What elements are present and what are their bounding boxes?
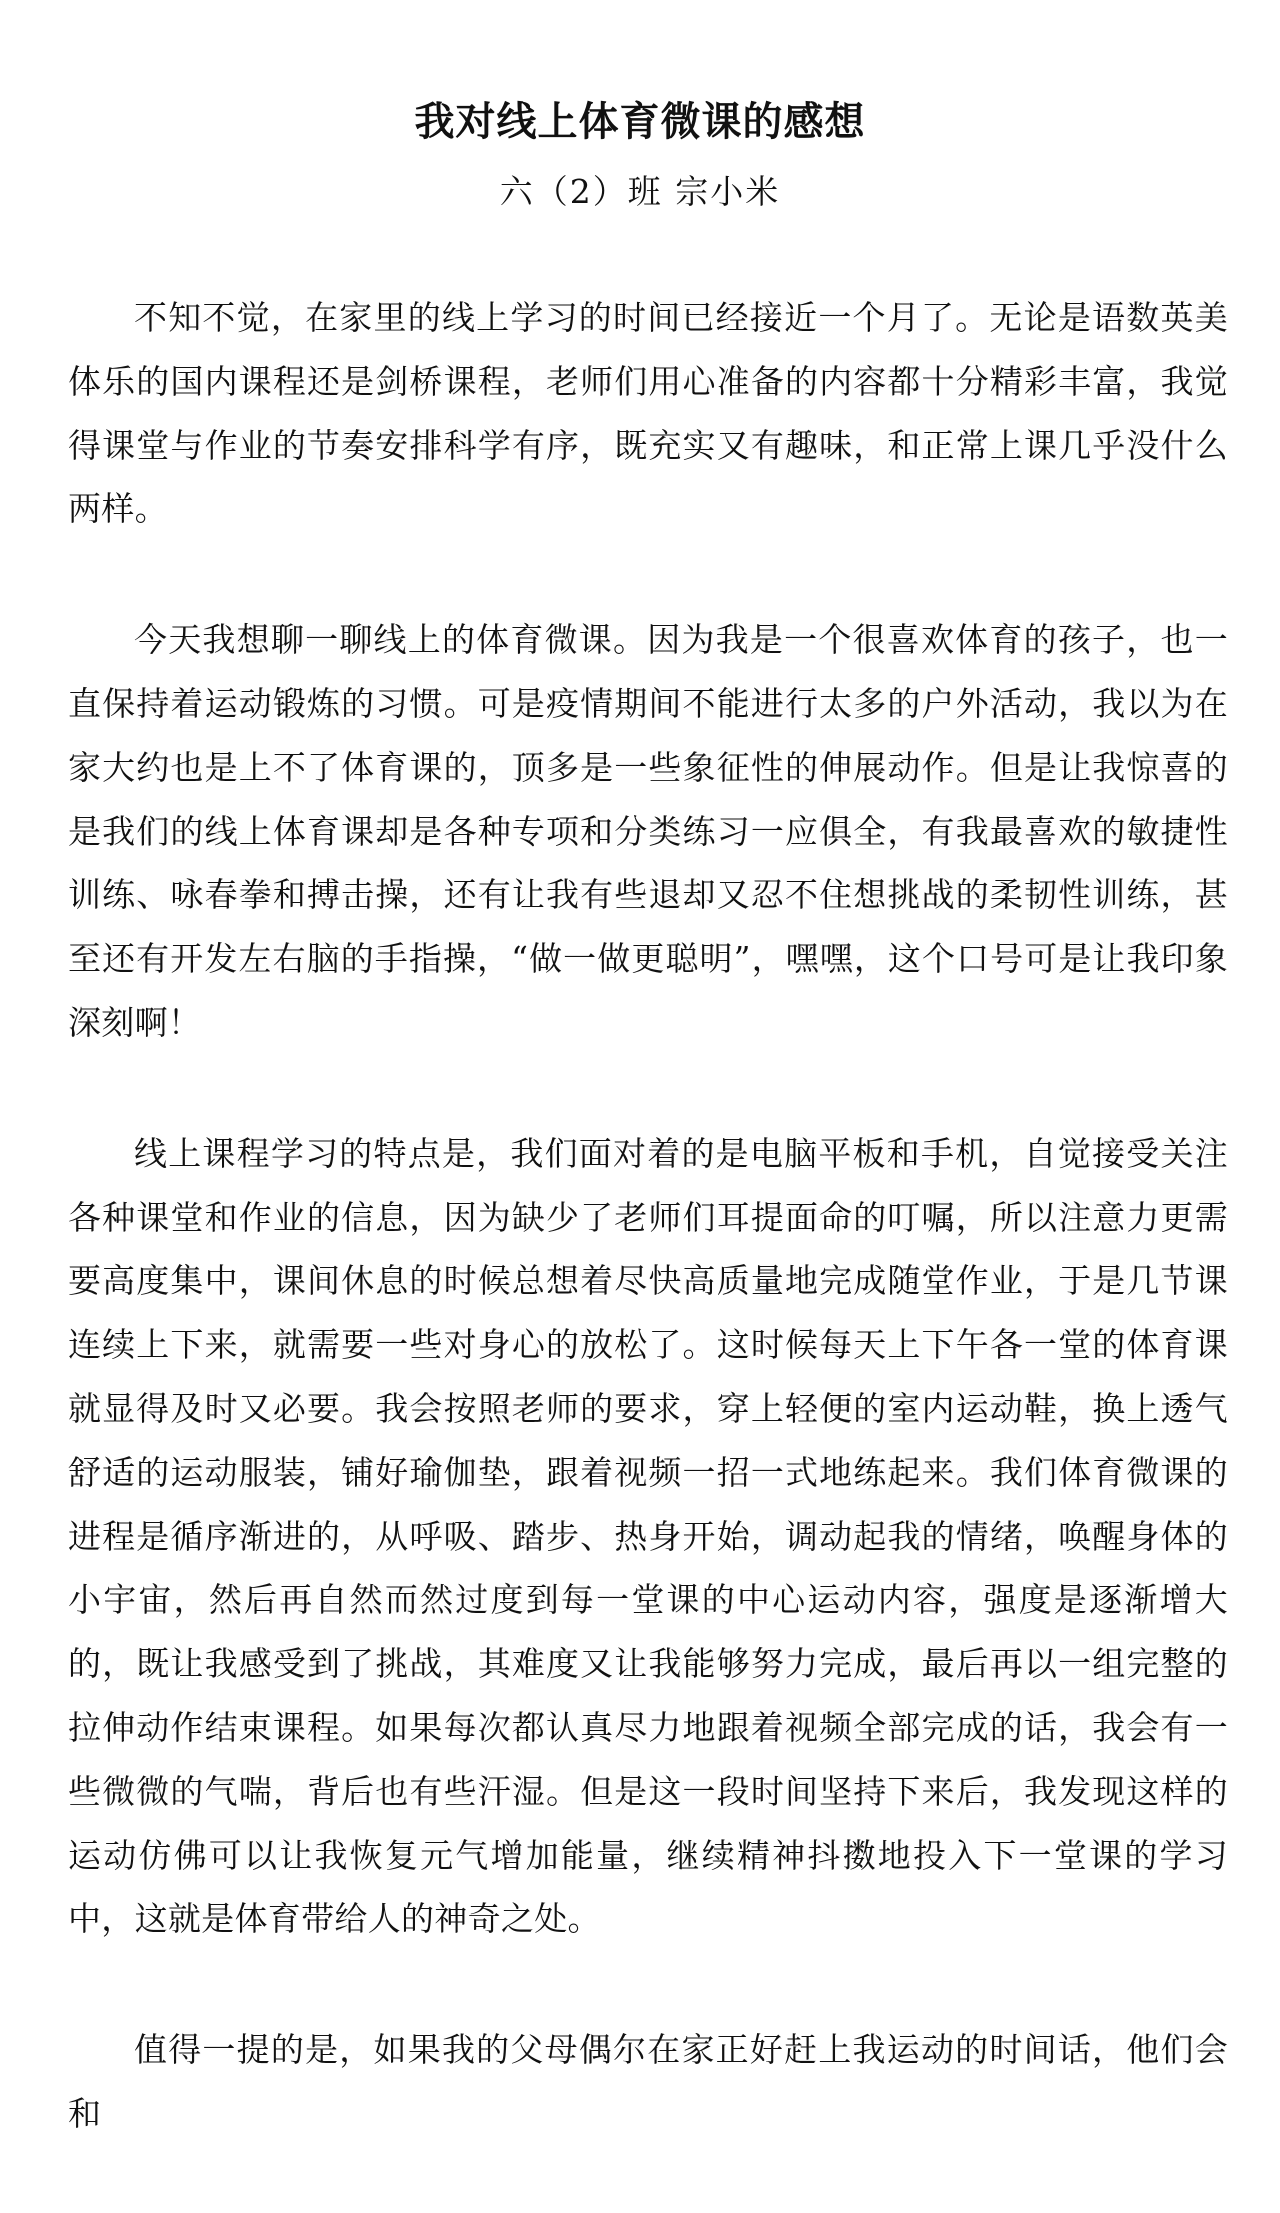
paragraph-4: 值得一提的是，如果我的父母偶尔在家正好赶上我运动的时间话，他们会和 [68, 2030, 1228, 2133]
document-title: 我对线上体育微课的感想 [414, 98, 866, 145]
essay-body [68, 286, 1228, 2213]
paragraph-3: 线上课程学习的特点是，我们面对着的是电脑平板和手机，自觉接受关注各种课堂和作业的信息，因为缺少了老师们耳提面命的叮嘱，所以注意力更需要高度集中，课间休息的时候总想着尽快高质量地完成随堂作业，于是几节课连续上下来，就需要一些对身心的放松了。这时候每天上下午各一堂的体育课就显得及时又必要。我会按照老师的要求，穿上轻便的室内运动鞋，换上透气舒适的运动服装，铺好瑜伽垫，跟着视频一招一式地练起来。我们体育微课的进程是循序渐进的，从呼吸、踏步、热身开始，调动起我的情绪，唤醒身体的小宇宙，然后再自然而然过度到每一堂课的中心运动内容，强度是逐渐增大的，既让我感受到了挑战，其难度又让我能够努力完成，最后再以一组完整的拉伸动作结束课程。如果每次都认真尽力地跟着视频全部完成的话，我会有一些微微的气喘，背后也有些汗湿。但是这一段时间坚持下来后，我发现这样的运动仿佛可以让我恢复元气增加能量，继续精神抖擞地投入下一堂课的学习中，这就是体育带给人的神奇之处。 [68, 1133, 1228, 1939]
author-byline: 六（2）班 宗小米 [499, 172, 781, 211]
paragraph-1: 不知不觉，在家里的线上学习的时间已经接近一个月了。无论是语数英美体乐的国内课程还是剑桥课程，老师们用心准备的内容都十分精彩丰富，我觉得课堂与作业的节奏安排科学有序，既充实又有趣味，和正常上课几乎没什么两样。 [68, 298, 1228, 529]
paragraph-2: 今天我想聊一聊线上的体育微课。因为我是一个很喜欢体育的孩子，也一直保持着运动锻炼的习惯。可是疫情期间不能进行太多的户外活动，我以为在家大约也是上不了体育课的，顶多是一些象征性的伸展动作。但是让我惊喜的是我们的线上体育课却是各种专项和分类练习一应俱全，有我最喜欢的敏捷性训练、咏春拳和搏击操，还有让我有些退却又忍不住想挑战的柔韧性训练，甚至还有开发左右脑的手指操，“做一做更聪明”，嘿嘿，这个口号可是让我印象深刻啊！ [68, 620, 1228, 1042]
